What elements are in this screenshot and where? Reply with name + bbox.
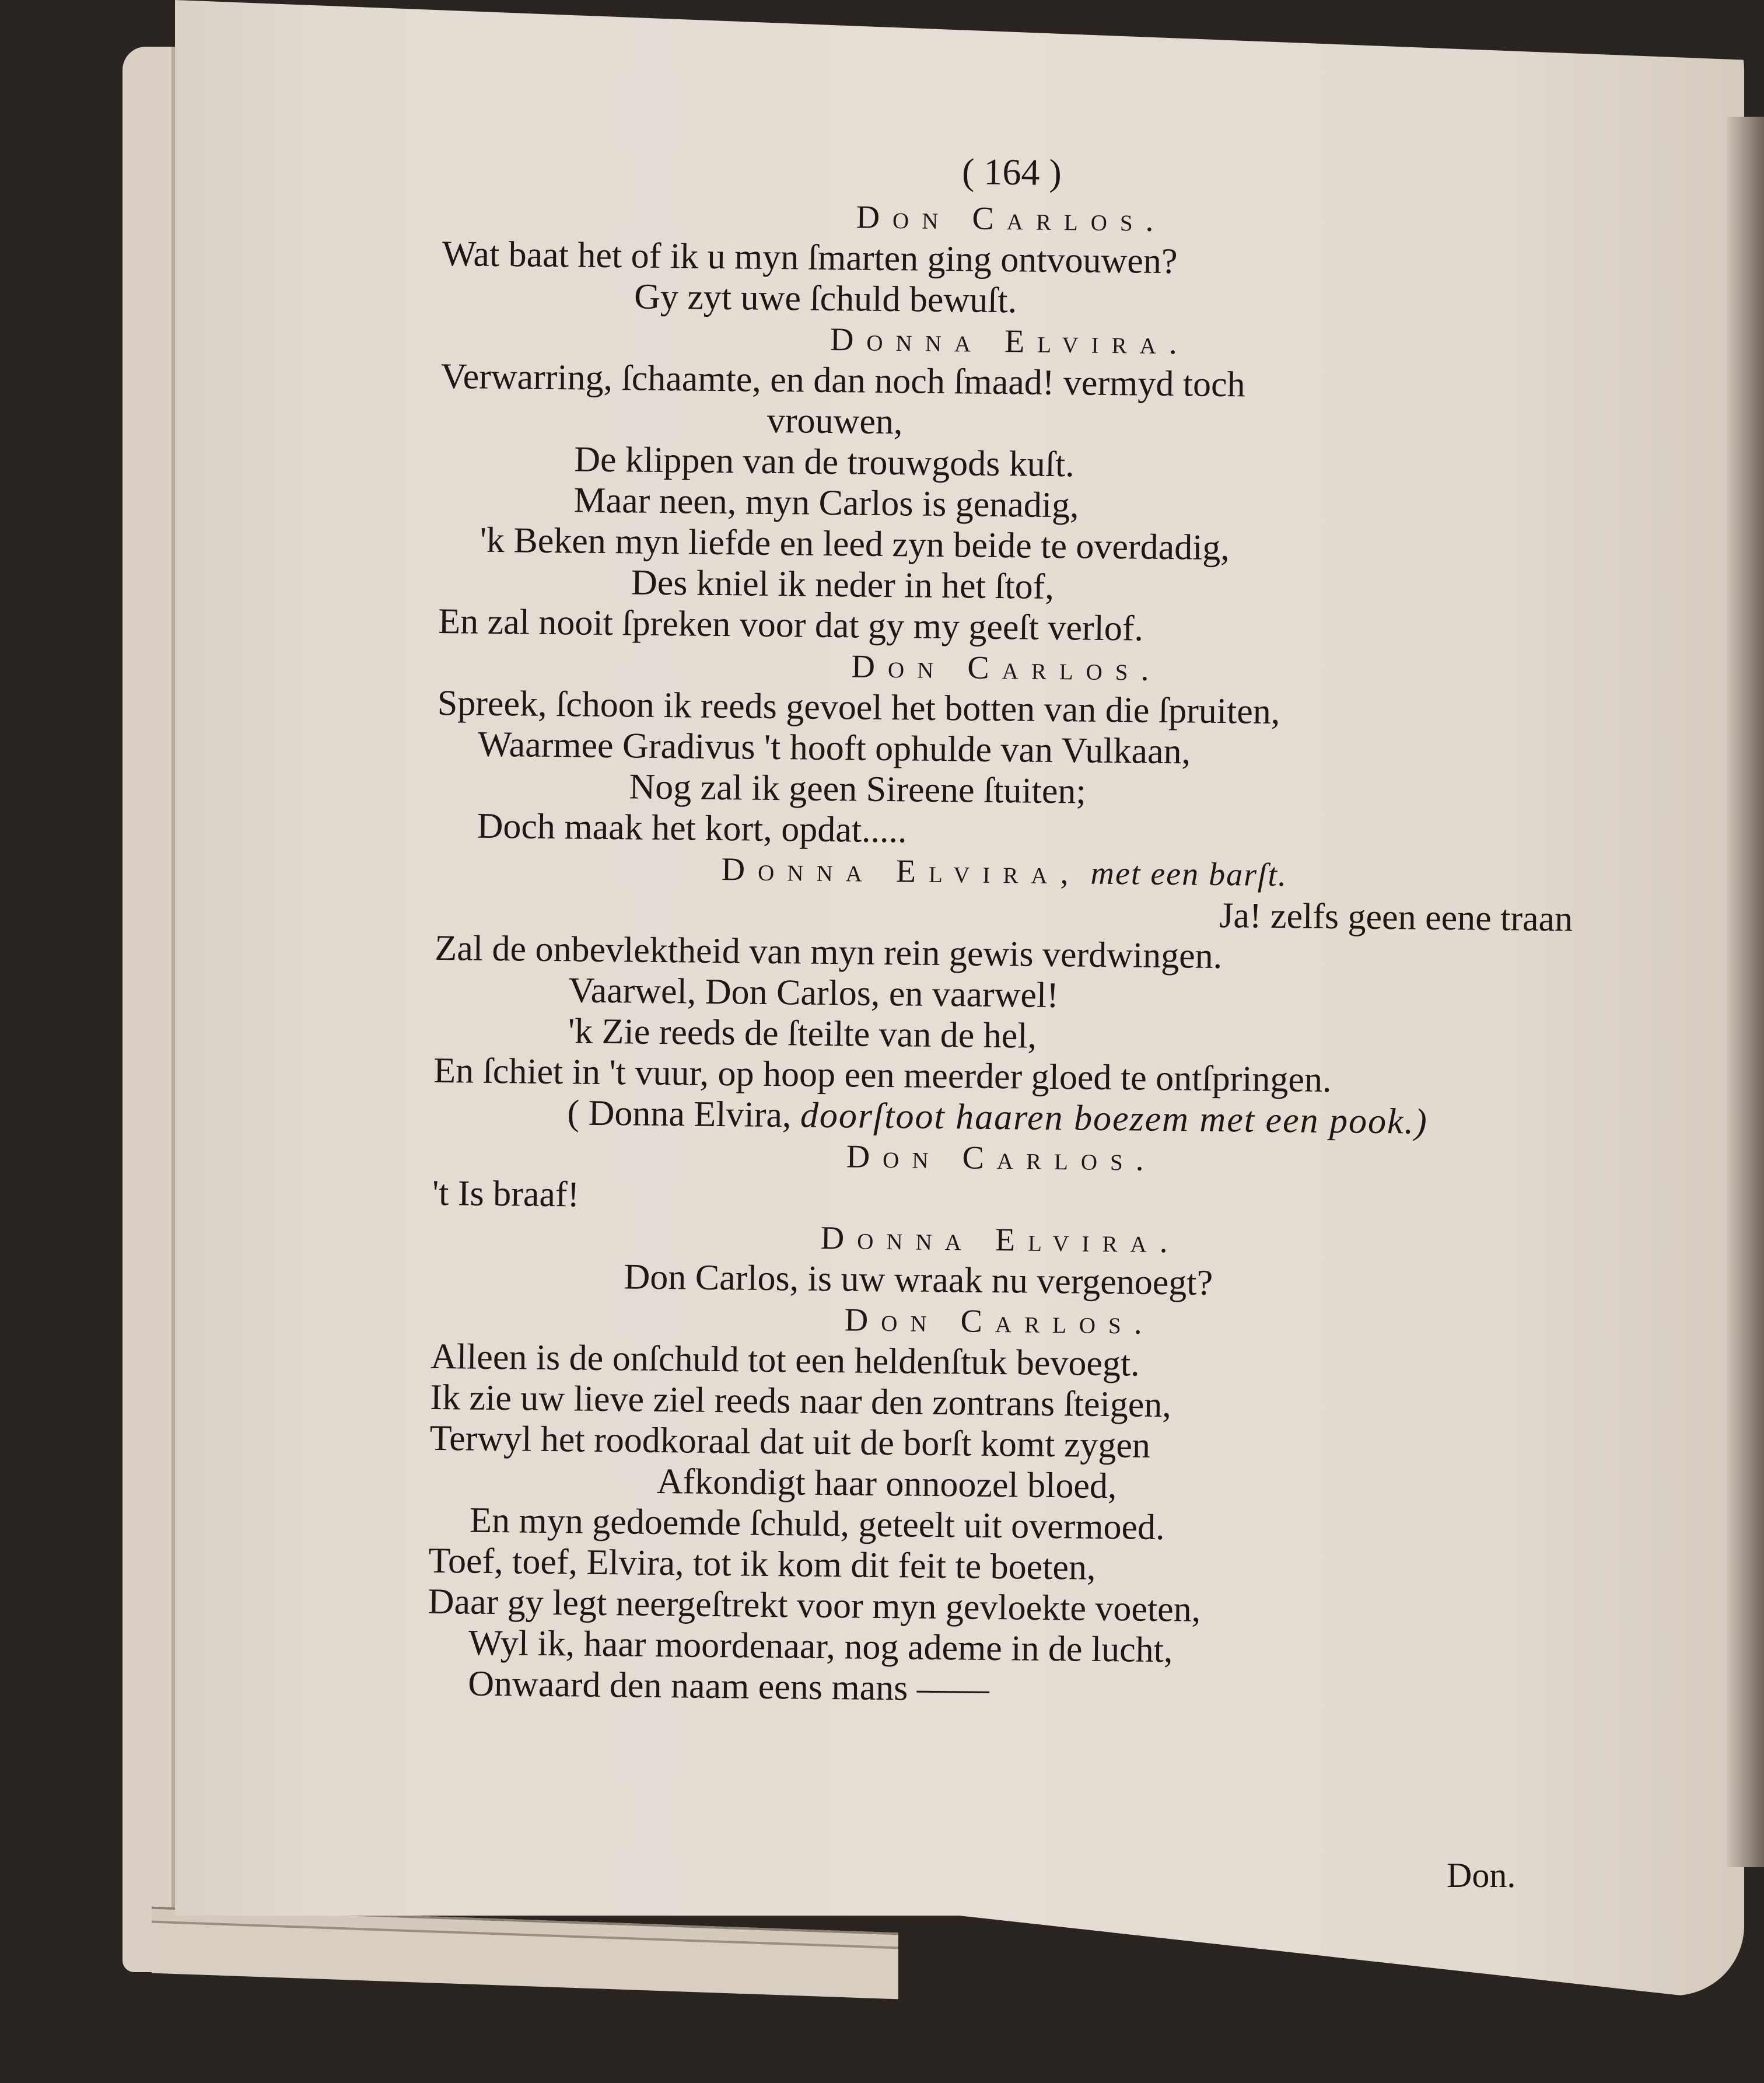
- verse-line: Verwarring, ſchaamte, en dan noch ſmaad! vermyd toch: [440, 356, 1246, 405]
- speaker-name: Don Carlos.: [846, 1138, 1157, 1178]
- verse-line: Alleen is de onſchuld tot een heldenſtuk bevoegt.: [430, 1336, 1140, 1384]
- speaker-name: Don Carlos.: [851, 648, 1162, 688]
- stage-character: ( Donna Elvira,: [567, 1093, 801, 1135]
- verse-line: Onwaard den naam eens mans ——: [467, 1663, 990, 1709]
- speaker-name: Donna Elvira.: [820, 1219, 1181, 1260]
- verse-line: Wat baat het of ik u myn ſmarten ging ontvouwen?: [442, 233, 1178, 282]
- verse-line: Wyl ik, haar moordenaar, nog ademe in de lucht,: [468, 1623, 1173, 1670]
- page-right-edge: [1727, 117, 1764, 1867]
- verse-line: 't Is braaf!: [432, 1173, 580, 1215]
- catchword: Don.: [1447, 1856, 1516, 1895]
- stage-direction: doorſtoot haaren boezem met een pook.): [800, 1095, 1429, 1142]
- verse-line: En ſchiet in 't vuur, op hoop een meerder gloed te ontſpringen.: [433, 1050, 1332, 1100]
- verse-line: Terwyl het roodkoraal dat uit de borſt komt zygen: [429, 1418, 1151, 1466]
- verse-line: 'k Zie reeds de ſteilte van de hel,: [568, 1011, 1037, 1056]
- verse-line: Ja! zelfs geen eene traan: [1219, 896, 1573, 939]
- verse-line: En zal nooit ſpreken voor dat gy my geeſt verlof.: [438, 601, 1144, 649]
- verse-line: 'k Beken myn liefde en leed zyn beide te overdadig,: [480, 520, 1230, 568]
- verse-line: Zal de onbevlektheid van myn rein gewis verdwingen.: [435, 928, 1223, 977]
- verse-line: Ik zie uw lieve ziel reeds naar den zontrans ſteigen,: [430, 1377, 1172, 1425]
- verse-line: Daar gy legt neergeſtrekt voor myn gevloekte voeten,: [428, 1581, 1201, 1630]
- verse-line: Don Carlos, is uw wraak nu vergenoegt?: [624, 1257, 1213, 1303]
- verse-line: Waarmee Gradivus 't hooft ophulde van Vulkaan,: [477, 724, 1191, 772]
- verse-line: vrouwen,: [766, 400, 903, 442]
- verse-line: Doch maak het kort, opdat.....: [477, 806, 907, 851]
- verse-line: Des kniel ik neder in het ſtof,: [631, 562, 1055, 607]
- verse-line: Afkondigt haar onnoozel bloed,: [656, 1461, 1117, 1507]
- speaker-name: Don Carlos.: [844, 1302, 1156, 1341]
- verse-line: Maar neen, myn Carlos is genadig,: [573, 480, 1079, 526]
- page-text: [427, 140, 1581, 1715]
- verse-lines: [427, 193, 1580, 1715]
- verse-line: Spreek, ſchoon ik reeds gevoel het botten van die ſpruiten,: [437, 683, 1280, 732]
- page-number: ( 164 ): [961, 151, 1062, 194]
- verse-line: Vaarwel, Don Carlos, en vaarwel!: [568, 970, 1059, 1016]
- verse-line: Nog zal ik geen Sireene ſtuiten;: [629, 767, 1087, 812]
- speaker-name: Don Carlos.: [856, 199, 1167, 239]
- verse-line: En myn gedoemde ſchuld, geteelt uit overmoed.: [469, 1500, 1165, 1548]
- page-stack-bottom: [152, 1907, 898, 2000]
- verse-line: Toef, toef, Elvira, tot ik kom dit feit te boeten,: [428, 1540, 1096, 1588]
- speaker-name: Donna Elvira,: [721, 851, 1082, 892]
- speaker-name: Donna Elvira.: [830, 321, 1191, 362]
- stage-direction: met een barſt.: [1081, 855, 1288, 894]
- verse-line: Gy zyt uwe ſchuld bewuſt.: [634, 277, 1017, 321]
- verse-line: De klippen van de trouwgods kuſt.: [573, 439, 1075, 485]
